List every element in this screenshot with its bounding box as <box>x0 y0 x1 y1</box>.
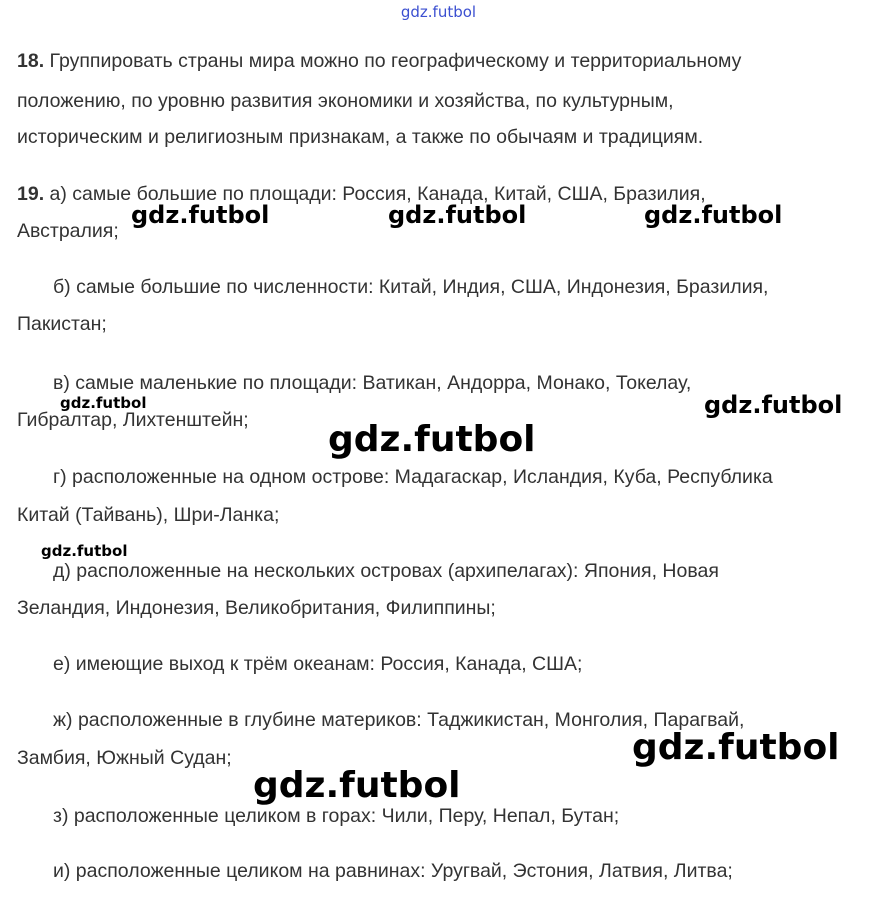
q19-item-v-line-1: в) самые маленькие по площади: Ватикан, Андорра, Монако, Токелау, <box>53 372 692 394</box>
q18-number: 18. <box>17 50 45 72</box>
watermark: gdz.futbol <box>644 201 783 229</box>
q19-item-a-line-2: Австралия; <box>17 220 119 242</box>
q19-item-v-line-2: Гибралтар, Лихтенштейн; <box>17 409 249 431</box>
watermark: gdz.futbol <box>704 391 843 419</box>
watermark: gdz.futbol <box>253 765 461 806</box>
q18-text-1: Группировать страны мира можно по географическому и территориальному <box>49 50 742 72</box>
watermark: gdz.futbol <box>632 727 840 768</box>
watermark: gdz.futbol <box>131 201 270 229</box>
q19-item-zh-line-1: ж) расположенные в глубине материков: Таджикистан, Монголия, Парагвай, <box>53 709 745 731</box>
q19-item-i-line-1: и) расположенные целиком на равнинах: Уругвай, Эстония, Латвия, Литва; <box>53 860 733 882</box>
q19-item-g-line-2: Китай (Тайвань), Шри-Ланка; <box>17 504 280 526</box>
q19-a-text: а) самые большие по площади: Россия, Канада, Китай, США, Бразилия, <box>49 183 706 205</box>
q19-item-g-line-1: г) расположенные на одном острове: Мадагаскар, Исландия, Куба, Республика <box>53 466 773 488</box>
watermark: gdz.futbol <box>328 419 536 460</box>
watermark: gdz.futbol <box>388 201 527 229</box>
q19-item-zh-line-2: Замбия, Южный Судан; <box>17 747 232 769</box>
q18-line-1 <box>17 49 741 73</box>
watermark: gdz.futbol <box>60 394 147 412</box>
q18-line-2: положению, по уровню развития экономики и хозяйства, по культурным, <box>17 90 674 112</box>
q19-item-d-line-2: Зеландия, Индонезия, Великобритания, Филиппины; <box>17 597 496 619</box>
q19-item-e-line-1: е) имеющие выход к трём океанам: Россия, Канада, США; <box>53 653 583 675</box>
watermark: gdz.futbol <box>41 542 128 560</box>
q19-item-d-line-1: д) расположенные на нескольких островах (архипелагах): Япония, Новая <box>53 560 719 582</box>
q19-number: 19. <box>17 183 45 205</box>
q19-item-a-line-1 <box>17 182 706 206</box>
q19-item-z-line-1: з) расположенные целиком в горах: Чили, Перу, Непал, Бутан; <box>53 805 620 827</box>
q19-item-b-line-1: б) самые большие по численности: Китай, Индия, США, Индонезия, Бразилия, <box>53 276 769 298</box>
q18-line-3: историческим и религиозным признакам, а также по обычаям и традициям. <box>17 126 704 148</box>
header-watermark: gdz.futbol <box>400 3 477 21</box>
q19-item-b-line-2: Пакистан; <box>17 313 107 335</box>
